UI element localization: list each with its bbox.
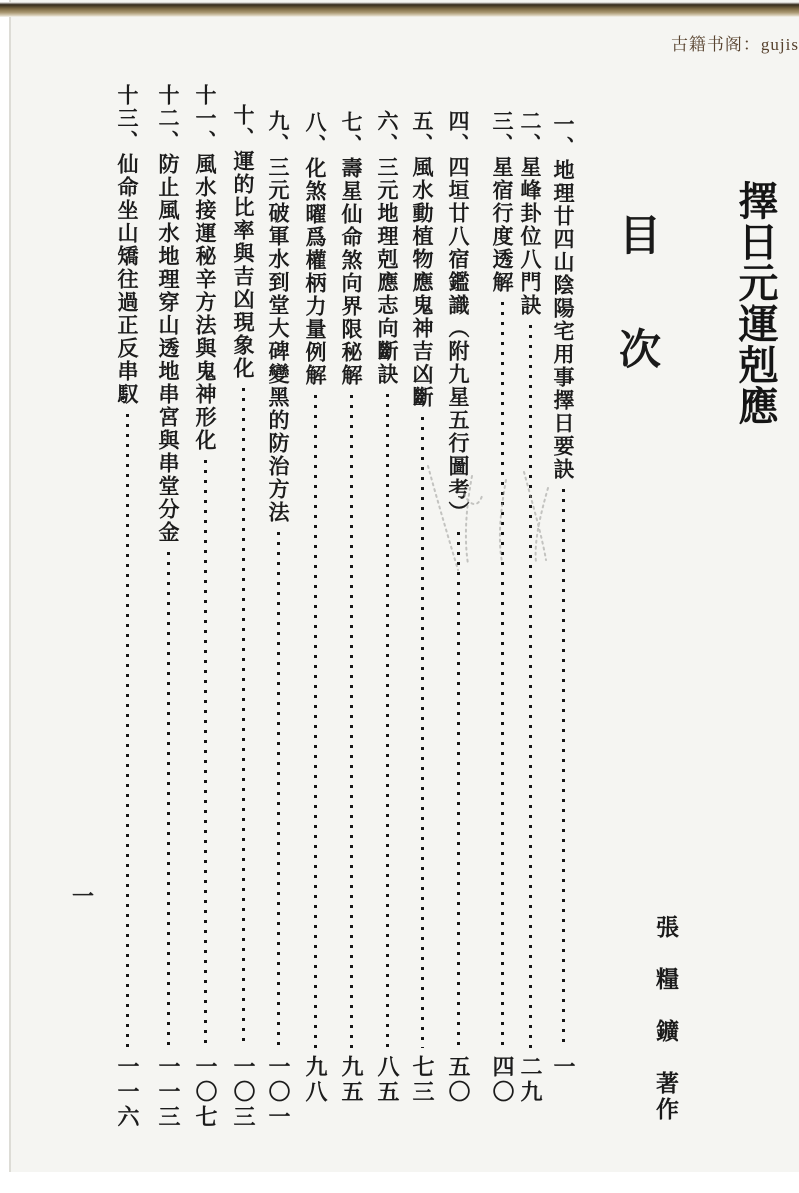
toc-entry-page: 五〇: [446, 1055, 471, 1105]
toc-entry: [228, 104, 258, 1048]
toc-entry-title: 四、四垣廿八宿鑑識（附九星五行圖考）: [446, 110, 470, 524]
book-title: 擇日元運剋應: [733, 180, 778, 426]
toc-entry: [372, 110, 402, 1048]
toc-entry-page: 一〇七: [193, 1055, 218, 1130]
toc-entry-page: 九八: [303, 1055, 328, 1105]
toc-entry-title: 八、化煞曜爲權柄力量例解: [303, 111, 327, 387]
dot-leader: [501, 302, 504, 1048]
toc-entry-page: 八五: [375, 1055, 400, 1105]
toc-heading: 目次: [613, 213, 659, 441]
toc-entry-page: 一〇三: [231, 1055, 256, 1130]
toc-entry: [263, 110, 293, 1048]
toc-entry-page: 四〇: [490, 1055, 515, 1105]
toc-entry-title: 九、三元破軍水到堂大碑變黑的防治方法: [266, 110, 290, 524]
toc-entry: [153, 84, 183, 1048]
site-watermark-text: 古籍书阁：gujis: [670, 35, 799, 54]
dot-leader: [242, 388, 245, 1048]
toc-entry-title: 十、運的比率與吉凶現象化: [231, 104, 255, 380]
dot-leader: [167, 552, 170, 1048]
toc-entry-title: 二、星峰卦位八門訣: [518, 110, 542, 317]
toc-entry-title: 五、風水動植物應鬼神吉凶斷: [410, 110, 434, 409]
toc-entry-title: 十三、仙命坐山矯往過正反串馭: [115, 84, 139, 406]
toc-entry-title: 十一、風水接運秘辛方法與鬼神形化: [193, 84, 217, 452]
toc-entry-title: 三、星宿行度透解: [490, 110, 514, 294]
toc-entry: [112, 84, 142, 1048]
dot-leader: [126, 414, 129, 1048]
toc-entry-title: 六、三元地理剋應志向斷訣: [375, 110, 399, 386]
dot-leader: [386, 394, 389, 1048]
dot-leader: [204, 460, 207, 1048]
toc-entry: [300, 111, 330, 1048]
toc-entry-page: 一一六: [115, 1055, 140, 1130]
folio-number: 一: [72, 884, 95, 909]
toc-entry-page: 一一三: [156, 1055, 181, 1130]
dot-leader: [277, 532, 280, 1048]
toc-entry: [190, 84, 220, 1048]
dot-leader: [529, 325, 532, 1048]
toc-entry-page: 九五: [339, 1055, 364, 1105]
scan-edge-band: [0, 2, 799, 17]
toc-entry: [336, 111, 366, 1048]
toc-entry-page: 一: [551, 1055, 576, 1080]
dot-leader: [314, 395, 317, 1048]
toc-entry-title: 七、壽星仙命煞向界限秘解: [339, 111, 363, 387]
toc-entry-page: 二九: [518, 1055, 543, 1105]
toc-entry-page: 七三: [410, 1055, 435, 1105]
author-credit: 張 糧 鑛 著作: [653, 915, 678, 1123]
toc-entry-title: 一、地理廿四山陰陽宅用事擇日要訣: [551, 113, 575, 481]
scan-watermark: [420, 458, 570, 588]
toc-entry-page: 一〇一: [266, 1055, 291, 1130]
scan-crease-line: [9, 0, 11, 1172]
dot-leader: [350, 395, 353, 1048]
dot-leader: [457, 532, 460, 1048]
toc-entry-title: 十二、防止風水地理穿山透地串宮與串堂分金: [156, 84, 180, 544]
